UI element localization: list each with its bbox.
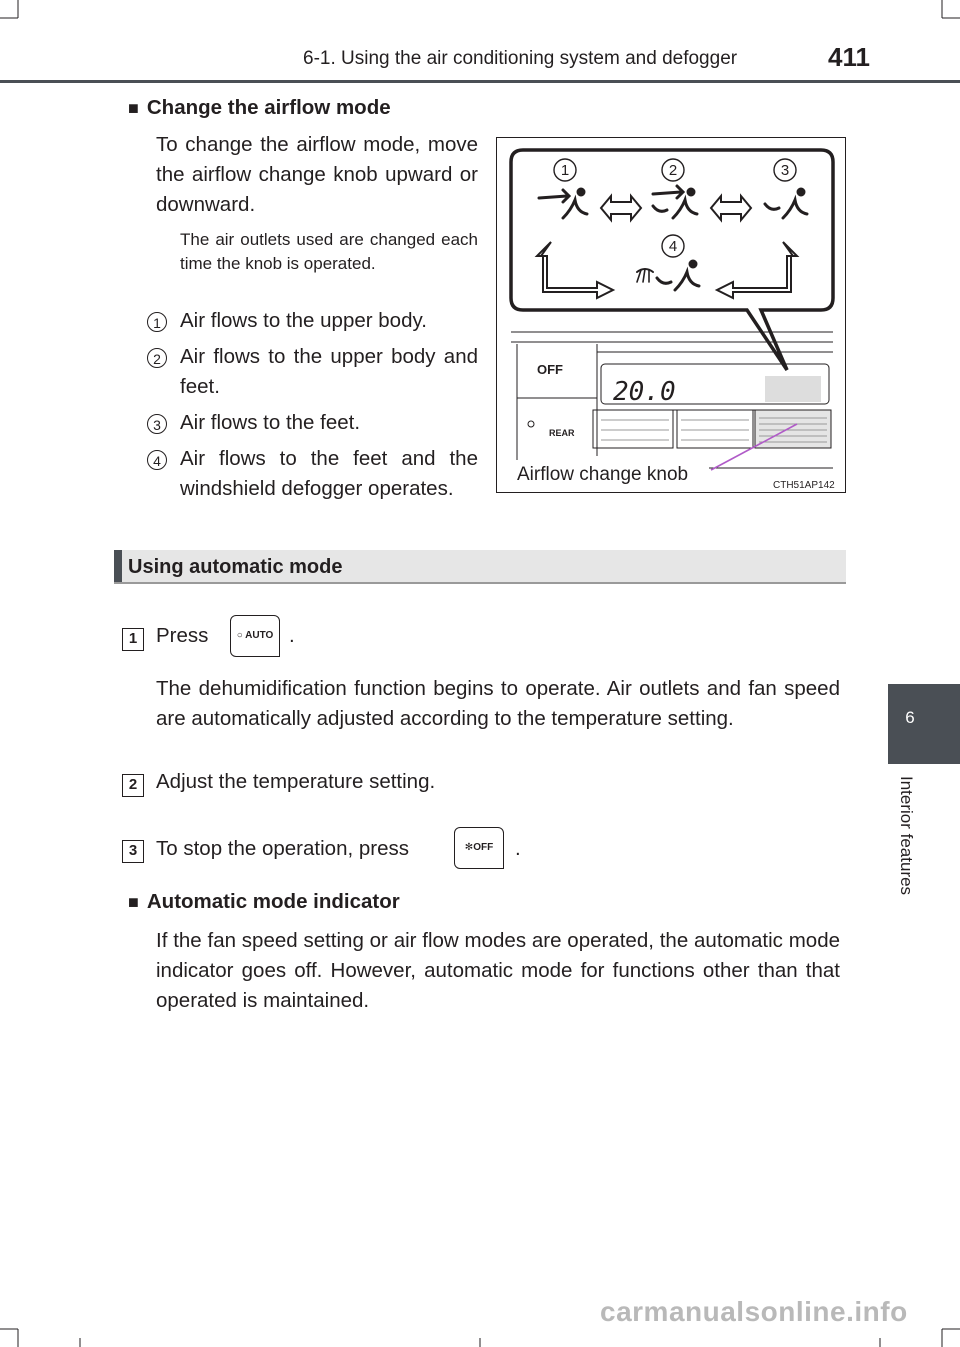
step-number-3: 3 (122, 840, 144, 863)
watermark: carmanualsonline.info (600, 1296, 908, 1327)
automatic-mode-section-header (114, 550, 846, 584)
airflow-figure (496, 137, 846, 493)
step-3-text: To stop the operation, press (156, 837, 409, 860)
square-bullet-icon: ■ (128, 98, 139, 118)
callout-bubble (511, 150, 833, 370)
callout-1: 1 (560, 162, 570, 179)
header-rule (0, 80, 960, 83)
airflow-item-3: Air flows to the feet. (180, 411, 361, 434)
item-number-2: 2 (147, 348, 167, 368)
figure-code: CTH51AP142 (773, 480, 835, 491)
page-number: 411 (828, 42, 870, 72)
item-number-4: 4 (147, 450, 167, 470)
step-1-press: Press (156, 624, 209, 647)
auto-button-icon: ○ AUTO (230, 615, 280, 657)
automatic-mode-title: Using automatic mode (128, 556, 343, 578)
indicator-heading: ■ Automatic mode indicator (128, 890, 400, 913)
period: . (515, 837, 521, 860)
step-number-1: 1 (122, 628, 144, 651)
period: . (289, 624, 295, 647)
section-title: 6-1. Using the air conditioning system and defogger (303, 48, 738, 69)
airflow-item-2: Air flows to the upper body and feet. (180, 345, 478, 398)
callout-4: 4 (668, 238, 678, 255)
step-2-text: Adjust the temperature setting. (156, 770, 436, 793)
step-1-desc: The dehumidification function begins to operate. Air outlets and fan speed are automatically adjusted according to the temperature setting. (156, 677, 840, 730)
knob-label: Airflow change knob (517, 464, 689, 485)
airflow-item-1: Air flows to the upper body. (180, 309, 427, 332)
fan-icon: ✻ (464, 842, 474, 853)
step-number-2: 2 (122, 774, 144, 797)
airflow-item-4: Air flows to the feet and the windshield defogger operates. (180, 447, 478, 500)
square-bullet-icon: ■ (128, 892, 139, 912)
chapter-number: 6 (905, 708, 915, 727)
callout-3: 3 (780, 162, 790, 179)
panel-temp-display: 20.0 (613, 377, 676, 407)
off-button-icon: ✻OFF (454, 827, 504, 869)
header-accent (114, 550, 122, 582)
chapter-label: Interior features (897, 776, 916, 896)
indicator-text: If the fan speed setting or air flow modes are operated, the automatic mode indicator goes off. However, automatic mode for functions other than that operated is maintained. (156, 929, 840, 1012)
airflow-note: The air outlets used are changed each time the knob is operated. (180, 230, 478, 273)
airflow-intro: To change the airflow mode, move the airflow change knob upward or downward. (156, 133, 478, 216)
item-number-3: 3 (147, 414, 167, 434)
airflow-diagram (497, 138, 847, 494)
panel-off-label: OFF (537, 362, 563, 377)
airflow-heading: ■ Change the airflow mode (128, 96, 391, 119)
item-number-1: 1 (147, 312, 167, 332)
panel-rear-label: REAR (549, 428, 575, 438)
auto-circle-icon: ○ (236, 630, 246, 641)
callout-2: 2 (668, 162, 678, 179)
